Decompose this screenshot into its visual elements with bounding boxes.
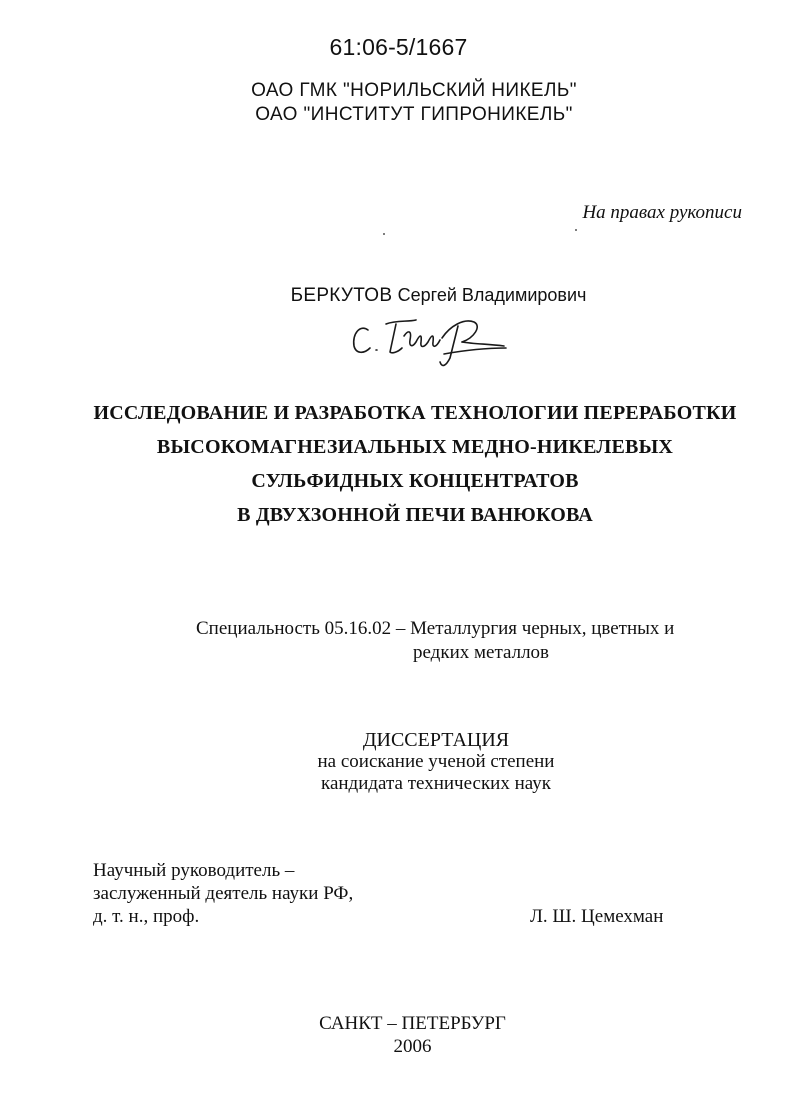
dissertation-field-line: кандидата технических наук [321, 773, 551, 794]
title-line-4: В ДВУХЗОННОЙ ПЕЧИ ВАНЮКОВА [237, 504, 593, 526]
specialty-line-2: редких металлов [413, 642, 550, 663]
organization-line-2: ОАО "ИНСТИТУТ ГИПРОНИКЕЛЬ" [255, 104, 573, 125]
author-name [0, 285, 797, 307]
manuscript-note: На правах рукописи [582, 202, 742, 223]
title-line-2: ВЫСОКОМАГНЕЗИАЛЬНЫХ МЕДНО-НИКЕЛЕВЫХ [156, 436, 674, 458]
title-line-3: СУЛЬФИДНЫХ КОНЦЕНТРАТОВ [251, 470, 579, 492]
dissertation-heading: ДИССЕРТАЦИЯ [362, 729, 510, 751]
city: САНКТ – ПЕТЕРБУРГ [319, 1013, 506, 1034]
scan-speck [383, 233, 385, 235]
specialty-line-1: Специальность 05.16.02 – Металлургия черных, цветных и [196, 618, 675, 639]
advisor-degree: д. т. н., проф. [93, 906, 200, 927]
scan-speck [575, 229, 577, 231]
catalog-number: 61:06-5/1667 [329, 34, 468, 60]
advisor-name: Л. Ш. Цемехман [530, 906, 664, 927]
year: 2006 [393, 1036, 432, 1057]
author-surname: БЕРКУТОВ [290, 285, 393, 306]
dissertation-degree-line: на соискание ученой степени [317, 751, 555, 772]
handwritten-signature [346, 308, 516, 370]
advisor-honorary-title: заслуженный деятель науки РФ, [93, 883, 354, 904]
advisor-role: Научный руководитель – [93, 860, 295, 881]
title-line-1: ИССЛЕДОВАНИЕ И РАЗРАБОТКА ТЕХНОЛОГИИ ПЕРЕРАБОТКИ [93, 402, 737, 424]
author-given-names: Сергей Владимирович [397, 285, 587, 305]
organization-line-1: ОАО ГМК "НОРИЛЬСКИЙ НИКЕЛЬ" [251, 80, 577, 101]
